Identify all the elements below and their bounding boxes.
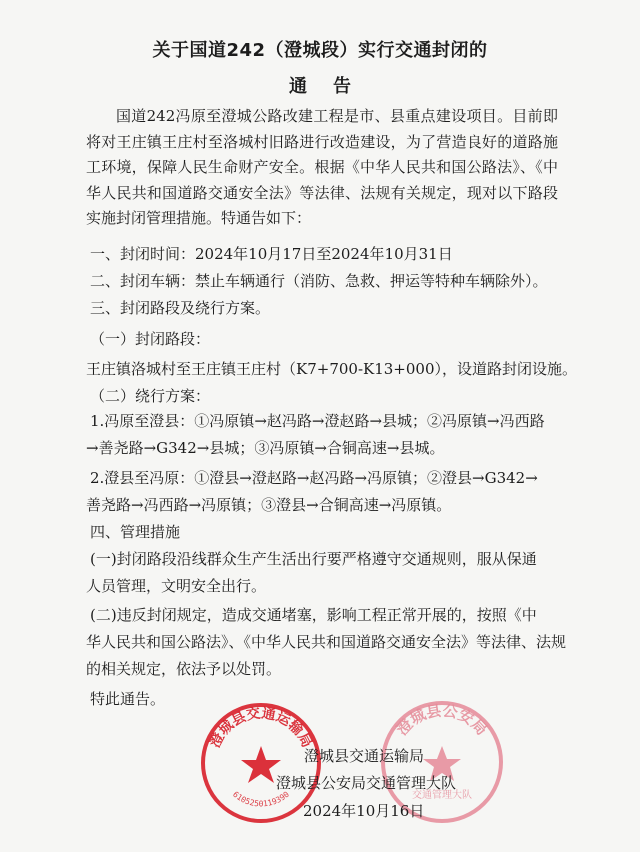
intro-paragraph xyxy=(86,104,558,232)
measure2-line3: 的相关规定，依法予以处罚。 xyxy=(86,660,282,678)
signer-traffic-police: 澄城县公安局交通管理大队 xyxy=(276,774,457,792)
sub-closed-section-text: 王庄镇洛城村至王庄镇王庄村（K7+700-K13+000），设道路封闭设施。 xyxy=(86,360,578,378)
route2-line2: 善尧路→冯西路→冯原镇；③澄县→合铜高速→冯原镇。 xyxy=(86,496,452,514)
seal2-ring-text: 澄城县公安局 xyxy=(393,701,491,739)
route1-line1: 1.冯原至澄县：①冯原镇→赵冯路→澄赵路→县城；②冯原镇→冯西路 xyxy=(90,412,545,430)
route2-line1: 2.澄县至冯原：①澄县→澄赵路→赵冯路→冯原镇；②澄县→G342→ xyxy=(90,469,538,487)
closing-text: 特此通告。 xyxy=(90,690,166,708)
seal1-code: 6105250119390 xyxy=(231,789,291,809)
route1-line2: →善尧路→G342→县城；③冯原镇→合铜高速→县城。 xyxy=(86,439,445,457)
measure1-line2: 人员管理，文明安全出行。 xyxy=(86,577,267,595)
item-closure-time: 一、封闭时间：2024年10月17日至2024年10月31日 xyxy=(90,245,453,263)
notice-title: 关于国道242（澄城段）实行交通封闭的 xyxy=(152,40,488,61)
item-closure-sections: 三、封闭路段及绕行方案。 xyxy=(90,299,271,317)
item-closure-vehicles: 二、封闭车辆：禁止车辆通行（消防、急救、押运等特种车辆除外）。 xyxy=(90,272,548,290)
measure2-line1: (二)违反封闭规定，造成交通堵塞，影响工程正常开展的，按照《中 xyxy=(90,606,537,624)
seal1-ring-text: 澄城县交通运输局 xyxy=(207,705,315,751)
intro-text: 国道242冯原至澄城公路改建工程是市、县重点建设项目。目前即将对王庄镇王庄村至洛城村旧路进行改造建设，为了营造良好的道路施工环境，保障人民生命财产安全。根据《中华人民共和国公路法》、《中华人民共和国道路交通安全法》等法律、法规有关规定，现对以下路段实施封闭管理措施。特通告如下： xyxy=(86,107,558,227)
measure2-line2: 华人民共和国公路法》、《中华人民共和国道路交通安全法》等法律、法规 xyxy=(86,633,567,651)
svg-text:澄城县交通运输局 xyxy=(206,705,314,751)
sub-detour-title: （二）绕行方案： xyxy=(90,387,211,405)
signer-transport-bureau: 澄城县交通运输局 xyxy=(304,747,425,765)
notice-subtitle: 通告 xyxy=(289,76,377,97)
sub-closed-section-title: （一）封闭路段： xyxy=(90,330,211,348)
issue-date: 2024年10月16日 xyxy=(303,802,425,820)
item-management: 四、管理措施 xyxy=(90,523,181,541)
svg-text:澄城县公安局 xyxy=(393,702,491,739)
seal2-sub-text: 交通管理大队 xyxy=(412,790,472,801)
measure1-line1: (一)封闭路段沿线群众生产生活出行要严格遵守交通规则，服从保通 xyxy=(90,550,537,568)
